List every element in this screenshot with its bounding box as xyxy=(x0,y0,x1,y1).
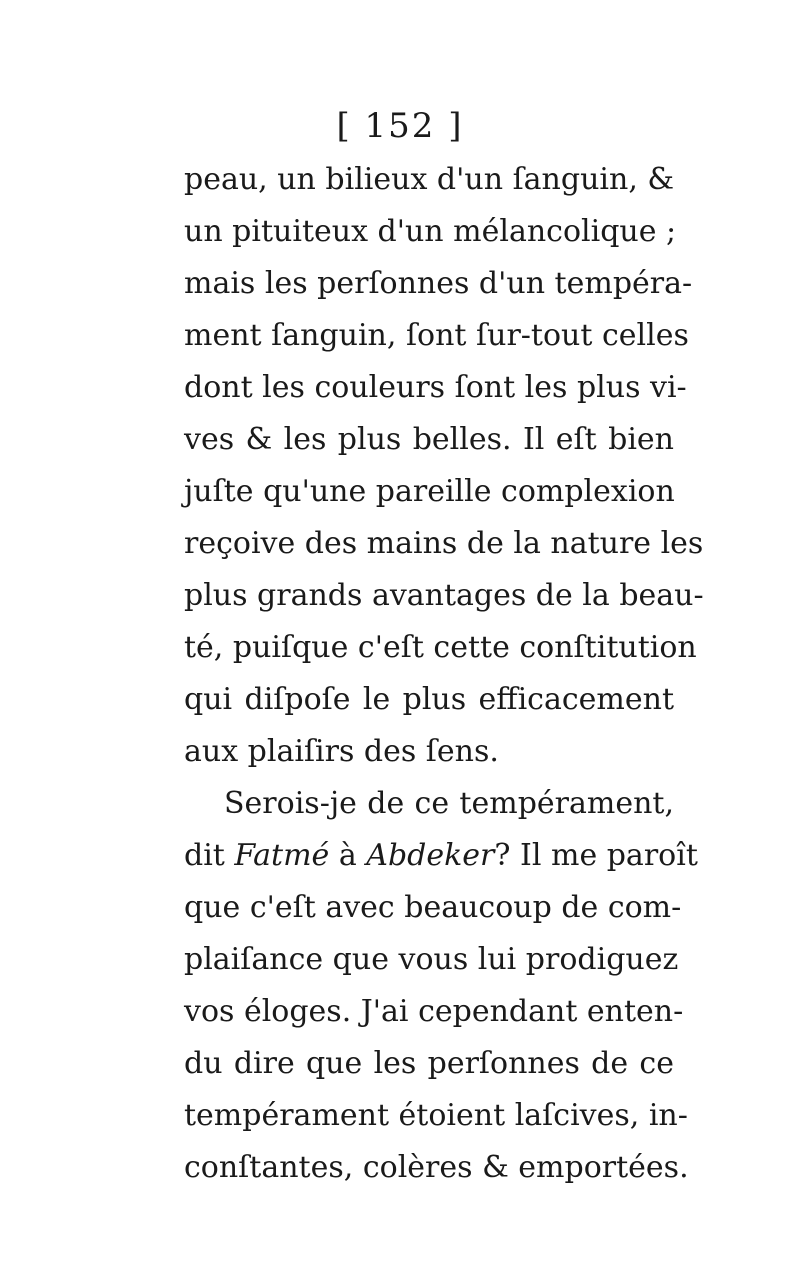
text-line: té, puiſque c'eſt cette conſtitution xyxy=(184,630,697,665)
text-line: mais les perſonnes d'un tempéra- xyxy=(184,266,693,301)
text-line: qui diſpoſe le plus efficacement xyxy=(184,682,674,717)
text-line: du dire que les perſonnes de ce xyxy=(184,1046,674,1081)
text-line: peau, un bilieux d'un ſanguin, & xyxy=(184,162,675,197)
text-line xyxy=(184,830,698,882)
text-segment: ? Il me paroît xyxy=(494,838,698,873)
page-number: [ 152 ] xyxy=(336,106,464,146)
text-line: reçoive des mains de la nature les xyxy=(184,526,704,561)
character-name: Abdeker xyxy=(366,838,495,873)
text-line: Serois-je de ce tempérament, xyxy=(224,786,674,821)
text-line: ment ſanguin, ſont ſur-tout celles xyxy=(184,318,689,353)
text-line: dont les couleurs ſont les plus vi- xyxy=(184,370,687,405)
text-line: plaiſance que vous lui prodiguez xyxy=(184,942,679,977)
character-name: Fatmé xyxy=(234,838,330,873)
text-line: conſtantes, colères & emportées. xyxy=(184,1150,689,1185)
text-line: un pituiteux d'un mélancolique ; xyxy=(184,214,677,249)
text-line: ves & les plus belles. Il eſt bien xyxy=(184,422,674,457)
text-segment: à xyxy=(329,838,367,873)
text-line: aux plaiſirs des ſens. xyxy=(184,734,499,769)
text-segment: dit xyxy=(184,838,235,873)
text-line: vos éloges. J'ai cependant enten- xyxy=(184,994,684,1029)
body-text xyxy=(184,154,704,1194)
text-line: que c'eſt avec beaucoup de com- xyxy=(184,890,682,925)
text-line: juſte qu'une pareille complexion xyxy=(184,474,675,509)
text-line: plus grands avantages de la beau- xyxy=(184,578,704,613)
text-line: tempérament étoient laſcives, in- xyxy=(184,1098,688,1133)
